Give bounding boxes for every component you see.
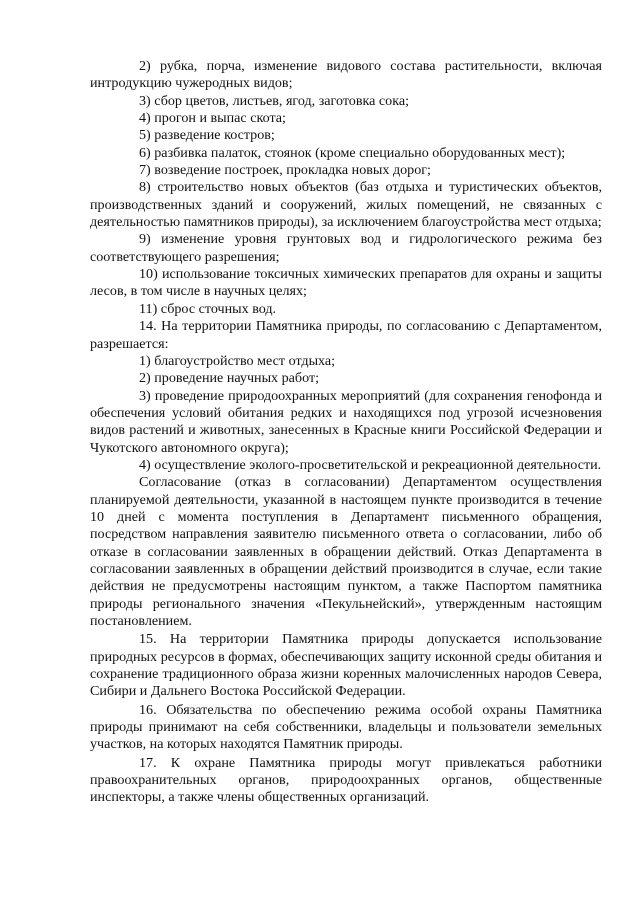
paragraph-prohibition-4: 4) прогон и выпас скота; [139,110,286,127]
paragraph-prohibition-6: 6) разбивка палаток, стоянок (кроме специально оборудованных мест); [139,144,566,161]
paragraph-prohibition-5: 5) разведение костров; [139,127,275,144]
paragraph-permitted-2: 2) проведение научных работ; [139,370,320,387]
paragraph-prohibition-8: 8) строительство новых объектов (баз отдыха и туристических объектов, производственных зданий и сооружений, жилых помещений, не связанных с деятельностью памятников природы), за исключением благоустройства мест отдыха; [90,179,602,231]
paragraph-clause-14: 14. На территории Памятника природы, по согласованию с Департаментом, разрешается: [90,318,602,352]
paragraph-prohibition-7: 7) возведение построек, прокладка новых дорог; [139,162,431,179]
paragraph-prohibition-10: 10) использование токсичных химических препаратов для охраны и защиты лесов, в том числе в научных целях; [90,266,602,300]
paragraph-clause-15: 15. На территории Памятника природы допускается использование природных ресурсов в формах, обеспечивающих защиту исконной среды обитания и сохранение традиционного образа жизни коренных малочисленных народов Севера, Сибири и Дальнего Востока Российской Федерации. [90,631,602,700]
paragraph-permitted-3: 3) проведение природоохранных мероприятий (для сохранения генофонда и обеспечения условий обитания редких и находящихся под угрозой исчезновения видов растений и животных, занесенных в Красные книги Российской Федерации и Чукотского автономного округа); [90,387,602,456]
paragraph-prohibition-3: 3) сбор цветов, листьев, ягод, заготовка сока; [139,92,410,109]
paragraph-permitted-1: 1) благоустройство мест отдыха; [139,352,336,369]
paragraph-clause-16: 16. Обязательства по обеспечению режима особой охраны Памятника природы принимают на себя собственники, владельцы и пользователи земельных участков, на которых находятся Памятник природы. [90,701,602,753]
paragraph-permitted-4: 4) осуществление эколого-просветительской и рекреационной деятельности. [139,456,602,473]
paragraph-prohibition-2: 2) рубка, порча, изменение видового состава растительности, включая интродукцию чужеродных видов; [90,58,602,92]
paragraph-clause-17: 17. К охране Памятника природы могут привлекаться работники правоохранительных органов, природоохранных органов, общественные инспекторы, а также члены общественных организаций. [90,754,602,806]
paragraph-approval-procedure: Согласование (отказ в согласовании) Департаментом осуществления планируемой деятельности, указанной в настоящем пункте производится в течение 10 дней с момента поступления в Департамент письменного обращения, посредством направления заявителю письменного ответа о согласовании, либо об отказе в согласовании заявленных в обращении действий. Отказ Департамента в согласовании заявленных в обращении действий производится в случае, если такие действия не предусмотрены настоящим пунктом, а также Паспортом памятника природы регионального значения «Пекульнейский», утвержденным настоящим постановлением. [90,474,602,629]
paragraph-prohibition-9: 9) изменение уровня грунтовых вод и гидрологического режима без соответствующего разрешения; [90,231,602,265]
paragraph-prohibition-11: 11) сброс сточных вод. [139,300,277,317]
